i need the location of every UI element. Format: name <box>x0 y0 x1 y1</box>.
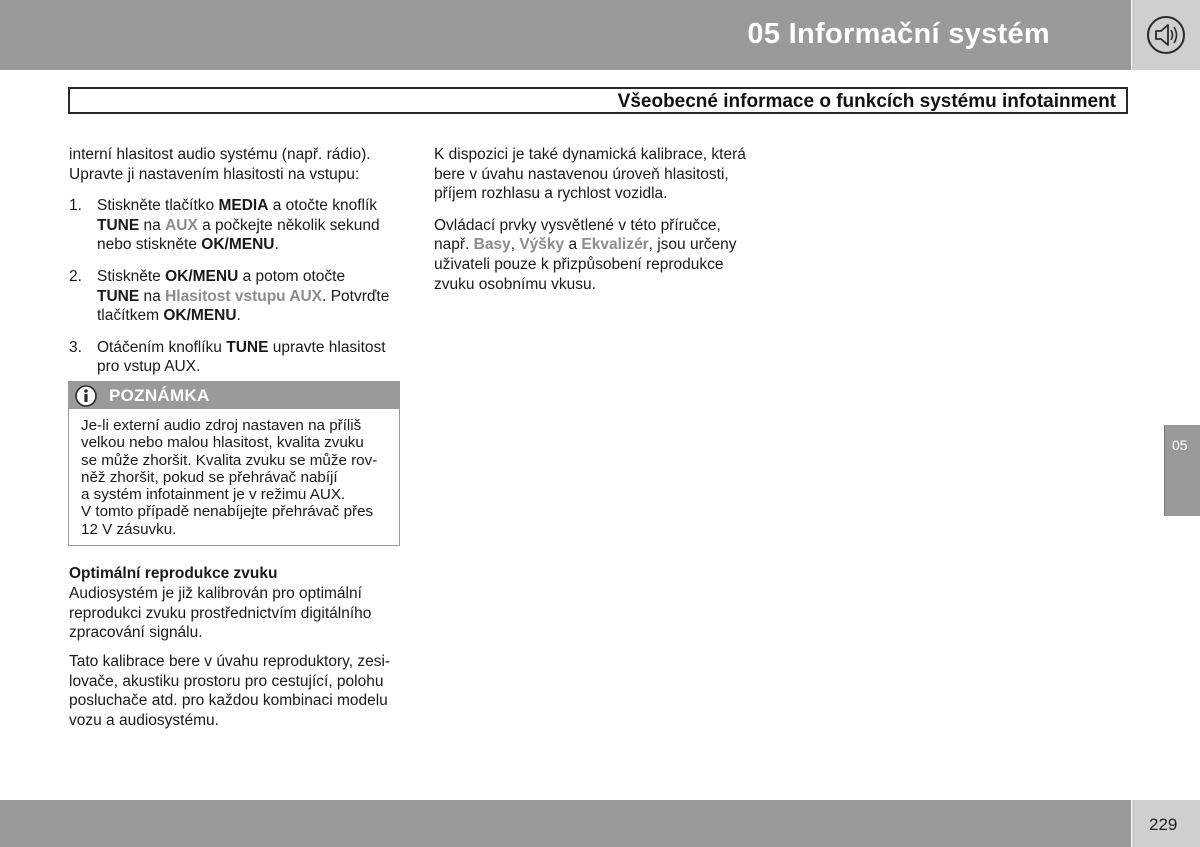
step-text: Stiskněte tlačítko <box>97 197 219 215</box>
step-item <box>69 267 404 326</box>
chapter-tab <box>1164 425 1200 516</box>
step-text: pro vstup AUX. <box>97 358 201 376</box>
paragraph-text: a <box>564 236 582 254</box>
chapter-title: 05 Informační systém <box>747 18 1050 50</box>
controls-paragraph <box>434 216 774 294</box>
step-text: . Potvrďte <box>322 287 390 305</box>
paragraph-text: , jsou určeny <box>648 236 737 254</box>
paragraph-line: Tato kalibrace bere v úvahu reproduktory, zesi- <box>69 653 391 670</box>
steps-list <box>69 196 404 377</box>
step-text: upravte hlasitost <box>268 338 386 356</box>
step-number: 1. <box>69 197 82 215</box>
note-line: Je-li externí audio zdroj nastaven na příliš <box>81 417 362 434</box>
paragraph-line: lovače, akustiku prostoru pro cestující, polohu <box>69 672 384 690</box>
step-text: . <box>236 307 241 325</box>
paragraph-line: Audiosystém je již kalibrován pro optimální <box>69 585 362 602</box>
step-number: 2. <box>69 267 82 285</box>
step-text: tlačítkem <box>97 307 164 325</box>
paragraph-line: uživateli pouze k přizpůsobení reprodukce <box>434 255 724 273</box>
left-column <box>69 145 404 389</box>
note-line: se může zhoršit. Kvalita zvuku se může rov- <box>81 451 378 469</box>
button-name: TUNE <box>97 216 140 234</box>
step-number: 3. <box>69 338 82 356</box>
note-line: něž zhoršit, pokud se přehrávač nabíjí <box>81 468 338 486</box>
step-text: na <box>139 287 166 305</box>
optimal-paragraph-1 <box>69 584 371 643</box>
note-line: a systém infotainment je v režimu AUX. <box>81 486 346 504</box>
button-name: TUNE <box>226 338 269 356</box>
paragraph-line: posluchače atd. pro každou kombinaci modelu <box>69 692 388 710</box>
page-number: 229 <box>1149 815 1178 834</box>
button-name: OK/MENU <box>201 236 275 254</box>
optimal-paragraph-2 <box>69 652 390 730</box>
optimal-heading: Optimální reprodukce zvuku <box>69 565 278 582</box>
menu-option: Hlasitost vstupu AUX <box>165 287 323 305</box>
info-icon <box>74 385 98 407</box>
header-band <box>0 0 1131 70</box>
step-text: a otočte knoflík <box>268 197 377 215</box>
paragraph-line: příjem rozhlasu a rychlost vozidla. <box>434 185 668 203</box>
speaker-icon <box>1146 15 1186 55</box>
footer-band <box>0 800 1131 847</box>
step-text: nebo stiskněte <box>97 236 202 254</box>
chapter-tab-label: 05 <box>1172 437 1188 453</box>
intro-line: interní hlasitost audio systému (např. rádio). <box>69 146 371 163</box>
paragraph-line: reprodukci zvuku prostřednictvím digitálního <box>69 604 372 622</box>
note-title: POZNÁMKA <box>109 386 210 405</box>
page-number-box <box>1132 800 1200 847</box>
paragraph-line: K dispozici je také dynamická kalibrace, která <box>434 146 746 163</box>
paragraph-line: zvuku osobnímu vkusu. <box>434 275 596 293</box>
section-header <box>68 87 1128 114</box>
step-text: . <box>274 236 279 254</box>
paragraph-line: zpracování signálu. <box>69 624 203 642</box>
note-line: V tomto případě nenabíjejte přehrávač přes <box>81 503 374 521</box>
intro-line: Upravte ji nastavením hlasitosti na vstupu: <box>69 165 360 183</box>
button-name: MEDIA <box>218 197 269 215</box>
paragraph-text: např. <box>434 236 474 254</box>
step-text: a počkejte několik sekund <box>197 216 380 234</box>
paragraph-line: Ovládací prvky vysvětlené v této příručce, <box>434 216 721 234</box>
note-body <box>81 417 377 538</box>
button-name: OK/MENU <box>165 267 239 285</box>
step-text: na <box>139 216 166 234</box>
step-text: a potom otočte <box>238 267 346 285</box>
note-line: velkou nebo malou hlasitost, kvalita zvuku <box>81 434 364 452</box>
button-name: OK/MENU <box>163 307 237 325</box>
menu-option: AUX <box>165 216 198 234</box>
menu-option: Ekvalizér <box>581 236 649 254</box>
menu-option: Basy <box>473 236 511 254</box>
step-text: Stiskněte <box>97 267 166 285</box>
section-title: Všeobecné informace o funkcích systému infotainment <box>617 91 1116 112</box>
note-header <box>69 382 399 409</box>
step-item <box>69 196 404 255</box>
note-box <box>68 381 400 546</box>
chapter-icon-box <box>1132 0 1200 70</box>
right-column <box>434 145 774 306</box>
button-name: TUNE <box>97 287 140 305</box>
intro-paragraph <box>69 145 404 184</box>
step-text: Otáčením knoflíku <box>97 338 227 356</box>
menu-option: Výšky <box>519 236 565 254</box>
calibration-paragraph <box>434 145 774 204</box>
paragraph-line: bere v úvahu nastavenou úroveň hlasitosti, <box>434 165 729 183</box>
paragraph-text: , <box>510 236 520 254</box>
paragraph-line: vozu a audiosystému. <box>69 711 219 729</box>
step-item <box>69 338 404 377</box>
note-line: 12 V zásuvku. <box>81 520 177 538</box>
